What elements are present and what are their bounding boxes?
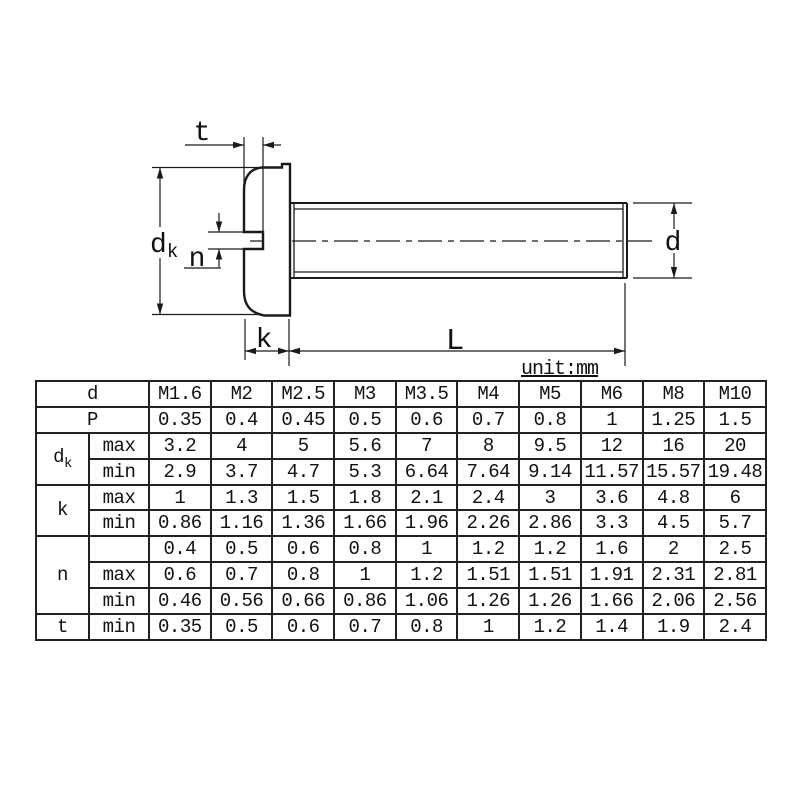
table-cell: 1.06: [396, 588, 458, 614]
table-cell: 0.5: [211, 536, 273, 562]
table-cell: 3: [519, 485, 581, 511]
table-cell: 0.8: [396, 614, 458, 640]
table-cell: 0.35: [149, 407, 211, 433]
dim-label-d: d: [664, 228, 682, 259]
table-cell: 6.64: [396, 459, 458, 485]
table-cell: 0.6: [396, 407, 458, 433]
table-cell: 20: [704, 433, 766, 459]
table-cell: 1.9: [643, 614, 705, 640]
table-cell: 1.66: [334, 510, 396, 536]
table-cell: M2.5: [272, 381, 334, 407]
table-cell: 3.2: [149, 433, 211, 459]
table-cell: 1: [334, 562, 396, 588]
table-cell: 12: [581, 433, 643, 459]
table-cell: 2.4: [704, 614, 766, 640]
table-cell: 9.5: [519, 433, 581, 459]
row-label-dk-sub: k: [64, 455, 72, 472]
table-cell: 1.96: [396, 510, 458, 536]
screw-head-outline: [244, 164, 290, 316]
table-cell: 0.46: [149, 588, 211, 614]
table-cell: 1.26: [519, 588, 581, 614]
sub-label-min: min: [89, 614, 149, 640]
row-label-k: k: [36, 485, 89, 537]
dim-label-n: n: [188, 244, 206, 275]
table-cell: 2.31: [643, 562, 705, 588]
table-row-p: [36, 407, 766, 433]
unit-label: unit:mm: [521, 358, 599, 381]
table-cell: 15.57: [643, 459, 705, 485]
table-cell: 1.2: [519, 614, 581, 640]
table-cell: 3.6: [581, 485, 643, 511]
sub-label-min: min: [89, 510, 149, 536]
table-cell: 9.14: [519, 459, 581, 485]
table-cell: 0.86: [149, 510, 211, 536]
table-cell: 3.7: [211, 459, 273, 485]
table-cell: 0.7: [334, 614, 396, 640]
table-cell: 1.91: [581, 562, 643, 588]
table-cell: 5.7: [704, 510, 766, 536]
table-cell: 1.26: [457, 588, 519, 614]
table-cell: 0.6: [272, 536, 334, 562]
table-cell: 0.86: [334, 588, 396, 614]
table-cell: 1.2: [519, 536, 581, 562]
table-cell: 1.5: [272, 485, 334, 511]
table-cell: 1.2: [457, 536, 519, 562]
table-cell: 2.06: [643, 588, 705, 614]
table-cell: 3.3: [581, 510, 643, 536]
table-cell: 1.4: [581, 614, 643, 640]
table-cell: 1.66: [581, 588, 643, 614]
table-cell: 6: [704, 485, 766, 511]
table-cell: M4: [457, 381, 519, 407]
screw-technical-drawing: [0, 0, 800, 378]
sub-label-max: max: [89, 562, 149, 588]
table-cell: 1.2: [396, 562, 458, 588]
table-cell: 4.8: [643, 485, 705, 511]
table-cell: 19.48: [704, 459, 766, 485]
table-cell: M3: [334, 381, 396, 407]
dimension-table: [35, 380, 767, 641]
table-cell: 7.64: [457, 459, 519, 485]
table-cell: 1.25: [643, 407, 705, 433]
row-label-dk: [36, 433, 89, 485]
row-label-dk-main: d: [53, 445, 64, 468]
table-cell: 8: [457, 433, 519, 459]
dim-label-L: L: [445, 324, 465, 359]
table-cell: 4.7: [272, 459, 334, 485]
table-row-k-max: [36, 485, 766, 511]
table-cell: 1.3: [211, 485, 273, 511]
sub-label-max: max: [89, 433, 149, 459]
table-cell: 4.5: [643, 510, 705, 536]
table-cell: 1.51: [457, 562, 519, 588]
table-cell: 0.4: [211, 407, 273, 433]
table-cell: 0.7: [457, 407, 519, 433]
table-cell: 5: [272, 433, 334, 459]
table-cell: 0.5: [211, 614, 273, 640]
table-cell: 1.5: [704, 407, 766, 433]
table-row-dk-min: [36, 459, 766, 485]
table-cell: M8: [643, 381, 705, 407]
table-cell: 2.86: [519, 510, 581, 536]
table-cell: 0.7: [211, 562, 273, 588]
table-row-dk-max: [36, 433, 766, 459]
table-cell: 2.9: [149, 459, 211, 485]
table-cell: 1.36: [272, 510, 334, 536]
sub-label-min: min: [89, 588, 149, 614]
row-label-n: n: [36, 536, 89, 614]
table-row-n-min: [36, 588, 766, 614]
dim-label-t: t: [193, 118, 211, 149]
table-cell: 0.5: [334, 407, 396, 433]
table-row-t-min: [36, 614, 766, 640]
table-cell: M5: [519, 381, 581, 407]
table-cell: 2.4: [457, 485, 519, 511]
table-cell: 2: [643, 536, 705, 562]
table-cell: 1.6: [581, 536, 643, 562]
table-cell: 0.8: [272, 562, 334, 588]
table-cell: 0.8: [519, 407, 581, 433]
table-cell: 1: [149, 485, 211, 511]
table-cell: 1: [396, 536, 458, 562]
table-cell: M2: [211, 381, 273, 407]
table-row-header: [36, 381, 766, 407]
table-cell: 0.6: [149, 562, 211, 588]
table-cell: 4: [211, 433, 273, 459]
table-cell: 2.26: [457, 510, 519, 536]
table-cell: 11.57: [581, 459, 643, 485]
table-cell: 7: [396, 433, 458, 459]
table-row-k-min: [36, 510, 766, 536]
table-cell: 2.56: [704, 588, 766, 614]
table-cell: 16: [643, 433, 705, 459]
table-cell: 1.51: [519, 562, 581, 588]
table-cell: 5.6: [334, 433, 396, 459]
table-cell: 1: [581, 407, 643, 433]
table-cell: 2.1: [396, 485, 458, 511]
table-row-n-max: [36, 562, 766, 588]
table-cell: 0.4: [149, 536, 211, 562]
table-cell: 0.8: [334, 536, 396, 562]
table-cell: 1.16: [211, 510, 273, 536]
table-cell: 1.8: [334, 485, 396, 511]
table-cell: 0.66: [272, 588, 334, 614]
table-cell: M6: [581, 381, 643, 407]
table-row-n-nominal: [36, 536, 766, 562]
table-cell: M1.6: [149, 381, 211, 407]
table-cell: 0.56: [211, 588, 273, 614]
table-cell: 0.45: [272, 407, 334, 433]
table-cell: 0.35: [149, 614, 211, 640]
sub-label-blank: [89, 536, 149, 562]
sub-label-max: max: [89, 485, 149, 511]
table-cell: 5.3: [334, 459, 396, 485]
table-cell: M3.5: [396, 381, 458, 407]
dim-label-k: k: [255, 325, 273, 356]
corner-label-d: d: [36, 381, 149, 407]
row-label-t: t: [36, 614, 89, 640]
sub-label-min: min: [89, 459, 149, 485]
dim-label-dk: dk: [150, 230, 179, 263]
table-cell: 0.6: [272, 614, 334, 640]
table-cell: 2.5: [704, 536, 766, 562]
table-cell: 2.81: [704, 562, 766, 588]
table-cell: M10: [704, 381, 766, 407]
table-cell: 1: [457, 614, 519, 640]
row-label-p: P: [36, 407, 149, 433]
